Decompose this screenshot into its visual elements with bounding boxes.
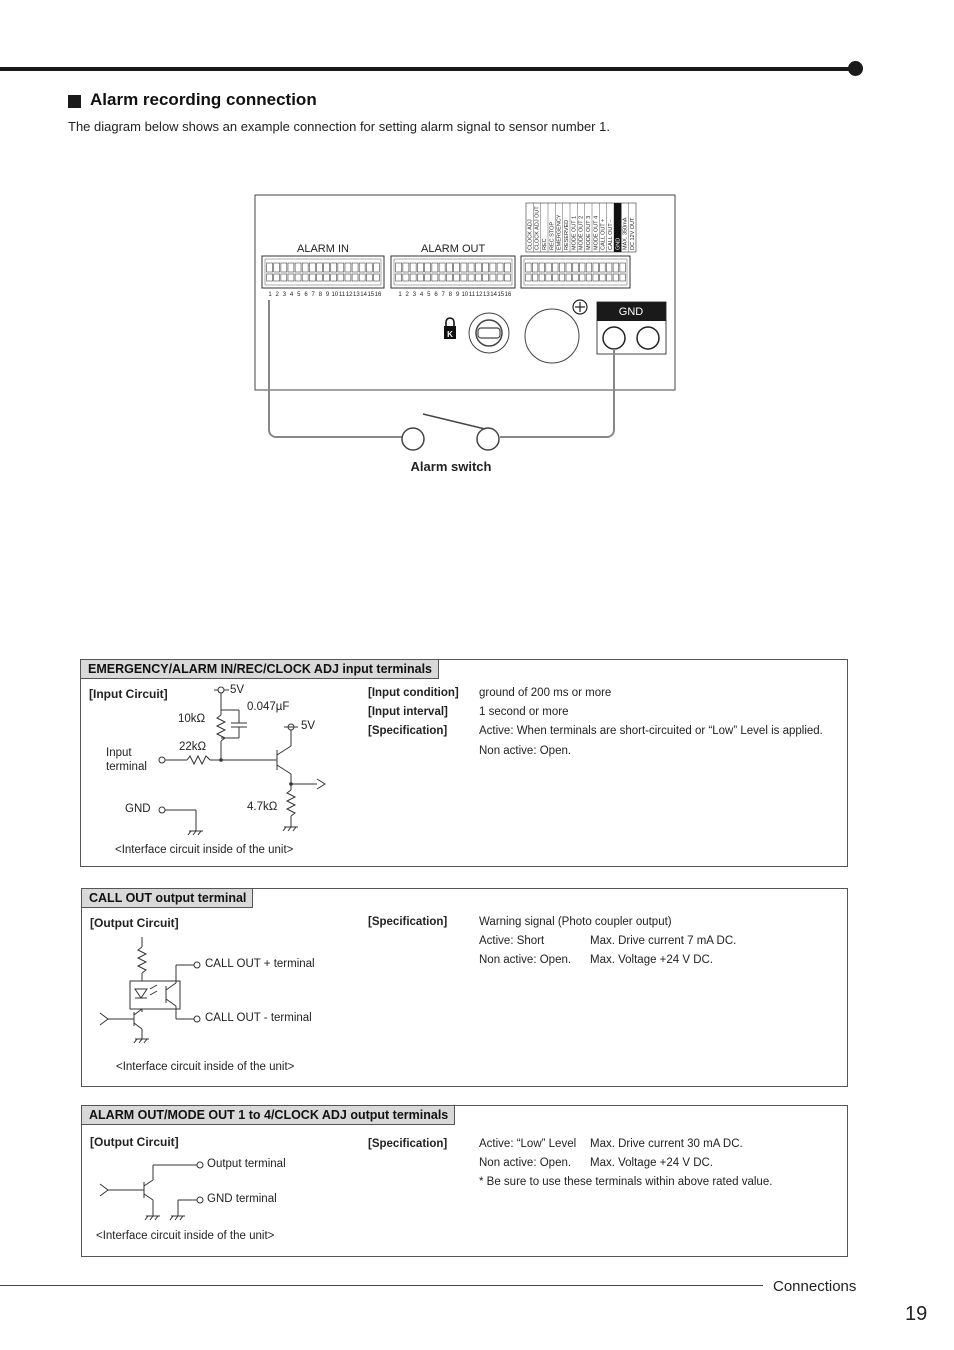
label-gnd-terminal: GND terminal	[207, 1193, 277, 1205]
control-slot	[620, 263, 626, 272]
label-input-1: Input	[106, 747, 132, 759]
terminal-number: 4	[419, 292, 424, 298]
spec-active: Active: Short	[479, 935, 545, 947]
control-slot	[559, 263, 565, 272]
output-circuit-label: [Output Circuit]	[90, 916, 179, 930]
alarm-out-terminal-block	[391, 256, 515, 288]
label-5v-right: 5V	[301, 720, 316, 732]
alarm-in-slot	[267, 263, 273, 272]
alarm-out-terminal-numbers	[398, 292, 512, 298]
terminal-number: 9	[325, 292, 330, 298]
alarm-out-slot	[403, 263, 409, 272]
terminal-number: 14	[490, 292, 497, 298]
terminal-number: 13	[353, 292, 360, 298]
box-title: ALARM OUT/MODE OUT 1 to 4/CLOCK ADJ output terminals	[82, 1106, 455, 1125]
power-selector-knob	[469, 313, 509, 353]
control-terminal-label: MODE OUT 1	[571, 215, 578, 250]
spec-label-specification: [Specification]	[368, 725, 448, 737]
alarm-out-slot	[454, 263, 460, 272]
switch-lever	[423, 414, 485, 429]
control-terminal-label: CALL OUT +	[600, 218, 607, 250]
spec-line-1: Warning signal (Photo coupler output)	[479, 916, 672, 928]
spec-value-interval: 1 second or more	[479, 706, 569, 718]
control-terminal-label: MODE OUT 3	[585, 215, 592, 250]
control-terminal-label: EMERGENCY	[556, 214, 563, 250]
terminal-number: 12	[345, 292, 353, 298]
alarm-in-slot	[345, 263, 351, 272]
alarm-out-slot	[483, 263, 489, 272]
circuit-caption: <Interface circuit inside of the unit>	[96, 1230, 275, 1242]
box-title: CALL OUT output terminal	[82, 889, 253, 908]
control-slot	[539, 263, 545, 272]
control-terminal-label: REC STOP	[549, 221, 556, 250]
alarm-out-slot	[446, 263, 452, 272]
footer-rule	[0, 1285, 763, 1286]
control-terminal-label: MODE OUT 4	[593, 215, 600, 250]
alarm-out-slot	[490, 263, 496, 272]
alarm-in-slot	[274, 263, 280, 272]
gnd-terminal-1	[603, 327, 625, 349]
terminal-number: 2	[405, 292, 409, 298]
control-slot	[532, 263, 538, 272]
alarm-in-slot	[373, 263, 379, 272]
alarm-in-slot	[359, 263, 365, 272]
output-circuit-label: [Output Circuit]	[90, 1135, 179, 1149]
spec-nonactive: Non active: Open.	[479, 954, 572, 966]
alarm-in-slot	[324, 263, 330, 272]
alarm-in-terminal-block	[262, 256, 384, 288]
terminal-number: 15	[367, 292, 375, 298]
section-title: Alarm recording connection	[90, 90, 317, 109]
terminal-number: 10	[331, 292, 339, 298]
alarm-in-slot	[309, 263, 315, 272]
output-terminals-box	[81, 1105, 848, 1257]
control-terminal-label: DC 12V OUT	[629, 217, 636, 250]
spec-active: Active: “Low” Level	[479, 1138, 577, 1150]
alarm-in-slot	[331, 263, 337, 272]
ground-screw-icon	[573, 300, 587, 314]
alarm-in-slot	[338, 263, 344, 272]
svg-text:K: K	[447, 330, 453, 339]
alarm-switch-label: Alarm switch	[410, 459, 492, 474]
alarm-out-slot	[410, 263, 416, 272]
page-number: 19	[905, 1303, 928, 1325]
label-10k: 10kΩ	[178, 713, 206, 725]
spec-label-condition: [Input condition]	[368, 687, 459, 699]
alarm-out-slot	[396, 263, 402, 272]
input-circuit-label: [Input Circuit]	[89, 687, 168, 701]
spec-label: [Specification]	[368, 1138, 448, 1150]
box-title: EMERGENCY/ALARM IN/REC/CLOCK ADJ input terminals	[81, 660, 439, 679]
spec-nonactive-value: Max. Voltage +24 V DC.	[590, 1157, 714, 1169]
terminal-number: 6	[434, 292, 438, 298]
alarm-out-slot	[497, 263, 503, 272]
control-terminal-label: MAX. 350mA	[622, 217, 629, 250]
terminal-number: 5	[427, 292, 431, 298]
switch-contact-right	[477, 428, 499, 450]
alarm-in-slot	[316, 263, 322, 272]
terminal-number: 1	[398, 292, 402, 298]
terminal-number: 8	[448, 292, 453, 298]
section-intro: The diagram below shows an example connection for setting alarm signal to sensor number 1.	[68, 119, 610, 134]
control-terminal-block	[521, 256, 630, 288]
terminal-number: 7	[311, 292, 315, 298]
label-gnd: GND	[125, 803, 151, 815]
label-output-terminal: Output terminal	[207, 1158, 286, 1170]
input-terminals-box	[80, 659, 848, 867]
alarm-out-slot	[468, 263, 474, 272]
switch-contact-left	[402, 428, 424, 450]
control-terminal-label: REC	[541, 238, 548, 250]
control-terminal-label: MODE OUT 2	[578, 215, 585, 250]
alarm-in-terminal-numbers	[268, 292, 382, 298]
label-call-out-minus: CALL OUT - terminal	[205, 1012, 312, 1024]
control-slot	[526, 263, 532, 272]
alarm-out-label: ALARM OUT	[421, 243, 486, 255]
alarm-out-slot	[504, 263, 510, 272]
call-out-box	[81, 888, 848, 1087]
label-call-out-plus: CALL OUT + terminal	[205, 958, 315, 970]
control-slot	[566, 263, 572, 272]
terminal-number: 11	[468, 292, 476, 298]
circuit-caption: <Interface circuit inside of the unit>	[116, 1061, 295, 1073]
terminal-number: 7	[441, 292, 445, 298]
label-4-7k: 4.7kΩ	[247, 801, 278, 813]
gnd-terminal-2	[637, 327, 659, 349]
spec-nonactive-value: Max. Voltage +24 V DC.	[590, 954, 714, 966]
alarm-in-slot	[302, 263, 308, 272]
control-slot	[573, 263, 579, 272]
alarm-in-slot	[288, 263, 294, 272]
alarm-out-slot	[439, 263, 445, 272]
control-slot	[600, 263, 606, 272]
terminal-number: 9	[455, 292, 460, 298]
alarm-out-slot	[475, 263, 481, 272]
control-terminal-label: RESERVED	[563, 219, 570, 250]
control-slot	[553, 263, 559, 272]
control-slot	[613, 263, 619, 272]
terminal-number: 5	[297, 292, 301, 298]
round-connector	[525, 309, 579, 363]
terminal-number: 4	[289, 292, 294, 298]
terminal-number: 2	[275, 292, 279, 298]
label-5v-top: 5V	[230, 684, 245, 696]
alarm-out-slot	[425, 263, 431, 272]
terminal-number: 15	[497, 292, 505, 298]
terminal-number: 11	[338, 292, 346, 298]
label-22k: 22kΩ	[179, 741, 207, 753]
terminal-number: 3	[282, 292, 287, 298]
terminal-number: 16	[374, 292, 382, 298]
spec-value-specification: Active: When terminals are short-circuited or “Low” Level is applied.	[479, 725, 823, 737]
terminal-number: 6	[304, 292, 308, 298]
terminal-number: 10	[461, 292, 469, 298]
spec-label: [Specification]	[368, 916, 448, 928]
control-terminal-label: CALL OUT -	[607, 220, 614, 250]
spec-label-interval: [Input interval]	[368, 706, 448, 718]
rear-panel-diagram	[0, 0, 954, 480]
label-capacitor: 0.047µF	[247, 701, 290, 713]
alarm-out-slot	[461, 263, 467, 272]
spec-value-condition: ground of 200 ms or more	[479, 687, 612, 699]
gnd-label: GND	[618, 306, 644, 318]
terminal-number: 16	[504, 292, 512, 298]
alarm-out-slot	[417, 263, 423, 272]
alarm-in-slot	[295, 263, 301, 272]
control-slot	[586, 263, 592, 272]
terminal-number: 8	[318, 292, 323, 298]
spec-note: * Be sure to use these terminals within above rated value.	[479, 1176, 773, 1188]
control-slot	[606, 263, 612, 272]
alarm-in-label: ALARM IN	[297, 243, 349, 255]
alarm-in-slot	[366, 263, 372, 272]
control-slot	[579, 263, 585, 272]
alarm-in-slot	[352, 263, 358, 272]
terminal-number: 1	[268, 292, 272, 298]
control-terminal-label: CLOCK ADJ	[527, 219, 534, 250]
spec-active-value: Max. Drive current 7 mA DC.	[590, 935, 737, 947]
spec-nonactive: Non active: Open.	[479, 1157, 572, 1169]
label-input-2: terminal	[106, 761, 147, 773]
control-slot	[546, 263, 552, 272]
control-terminal-labels	[526, 203, 636, 252]
terminal-number: 14	[360, 292, 367, 298]
control-terminal-label: CLOCK ADJ OUT	[534, 206, 541, 250]
alarm-in-slot	[281, 263, 287, 272]
spec-value-nonactive: Non active: Open.	[479, 745, 572, 757]
control-terminal-label: GND	[615, 237, 622, 250]
alarm-out-slot	[432, 263, 438, 272]
footer-section-label: Connections	[773, 1278, 857, 1295]
spec-active-value: Max. Drive current 30 mA DC.	[590, 1138, 743, 1150]
circuit-caption: <Interface circuit inside of the unit>	[115, 844, 294, 856]
terminal-number: 12	[475, 292, 483, 298]
control-slot	[593, 263, 599, 272]
terminal-number: 3	[412, 292, 417, 298]
terminal-number: 13	[483, 292, 490, 298]
